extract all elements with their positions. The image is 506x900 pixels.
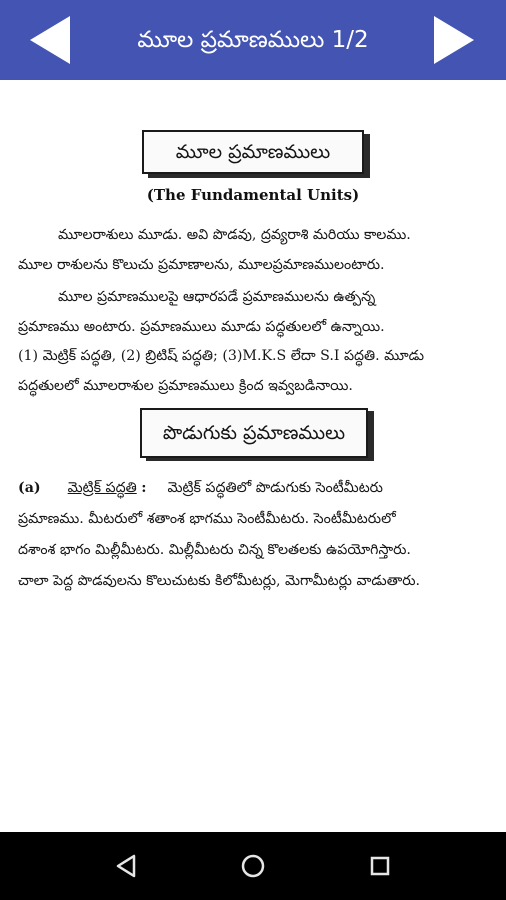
paragraph-line: మూలరాశులు మూడు. అవి పొడవు, ద్రవ్యరాశి మరియు కాలము.	[58, 227, 411, 243]
metric-colon: :	[141, 480, 147, 496]
metric-title: మెట్రిక్ పద్ధతి	[67, 480, 137, 496]
system-home-button[interactable]	[237, 850, 269, 882]
paragraph-line: మెట్రిక్ పద్ధతిలో పొడుగుకు సెంటీమీటరు	[167, 480, 383, 496]
system-back-button[interactable]	[110, 850, 142, 882]
section-subtitle: (The Fundamental Units)	[146, 186, 360, 204]
triangle-right-icon	[424, 12, 480, 68]
back-triangle-icon	[110, 850, 142, 882]
paragraph-line: ప్రమాణము అంటారు. ప్రమాణములు మూడు పద్ధతులలో ఉన్నాయి.	[18, 319, 385, 335]
page-title: మూల ప్రమాణములు 1/2	[137, 27, 369, 53]
home-circle-icon	[237, 850, 269, 882]
system-navigation-bar	[0, 832, 506, 900]
paragraph-line: ప్రమాణము. మీటరులో శతాంశ భాగము సెంటీమీటరు. సెంటీమీటరులో	[18, 511, 396, 527]
section-heading-fundamental: మూల ప్రమాణములు	[142, 130, 364, 174]
triangle-left-icon	[24, 12, 80, 68]
metric-system-line	[18, 476, 496, 500]
paragraph-line: దశాంశ భాగం మిల్లీమీటరు. మిల్లీమీటరు చిన్న కొలతలకు ఉపయోగిస్తారు.	[18, 542, 411, 558]
system-recents-button[interactable]	[364, 850, 396, 882]
paragraph-line: (1) మెట్రిక్ పద్ధతి, (2) బ్రిటిష్ పద్ధతి; (3)M.K.S లేదా S.I పద్ధతి. మూడు	[18, 348, 425, 364]
paragraph-line: పద్ధతులలో మూలరాశుల ప్రమాణములు క్రింద ఇవ్వబడినాయి.	[18, 378, 353, 394]
section-heading-length: పొడుగుకు ప్రమాణములు	[140, 408, 368, 458]
paragraph-line: మూల రాశులను కొలుచు ప్రమాణాలను, మూలప్రమాణములంటారు.	[18, 257, 385, 273]
next-page-button[interactable]	[424, 12, 480, 68]
app-bar	[0, 0, 506, 80]
paragraph-line: చాలా పెద్ద పొడవులను కొలుచుటకు కిలోమీటర్లు, మెగామీటర్లు వాడుతారు.	[18, 573, 421, 589]
paragraph-line: మూల ప్రమాణములపై ఆధారపడే ప్రమాణములను ఉత్పన్న	[58, 289, 376, 305]
recents-square-icon	[364, 850, 396, 882]
previous-page-button[interactable]	[24, 12, 80, 68]
scanned-page	[0, 80, 506, 832]
metric-label: (a)	[18, 480, 41, 496]
